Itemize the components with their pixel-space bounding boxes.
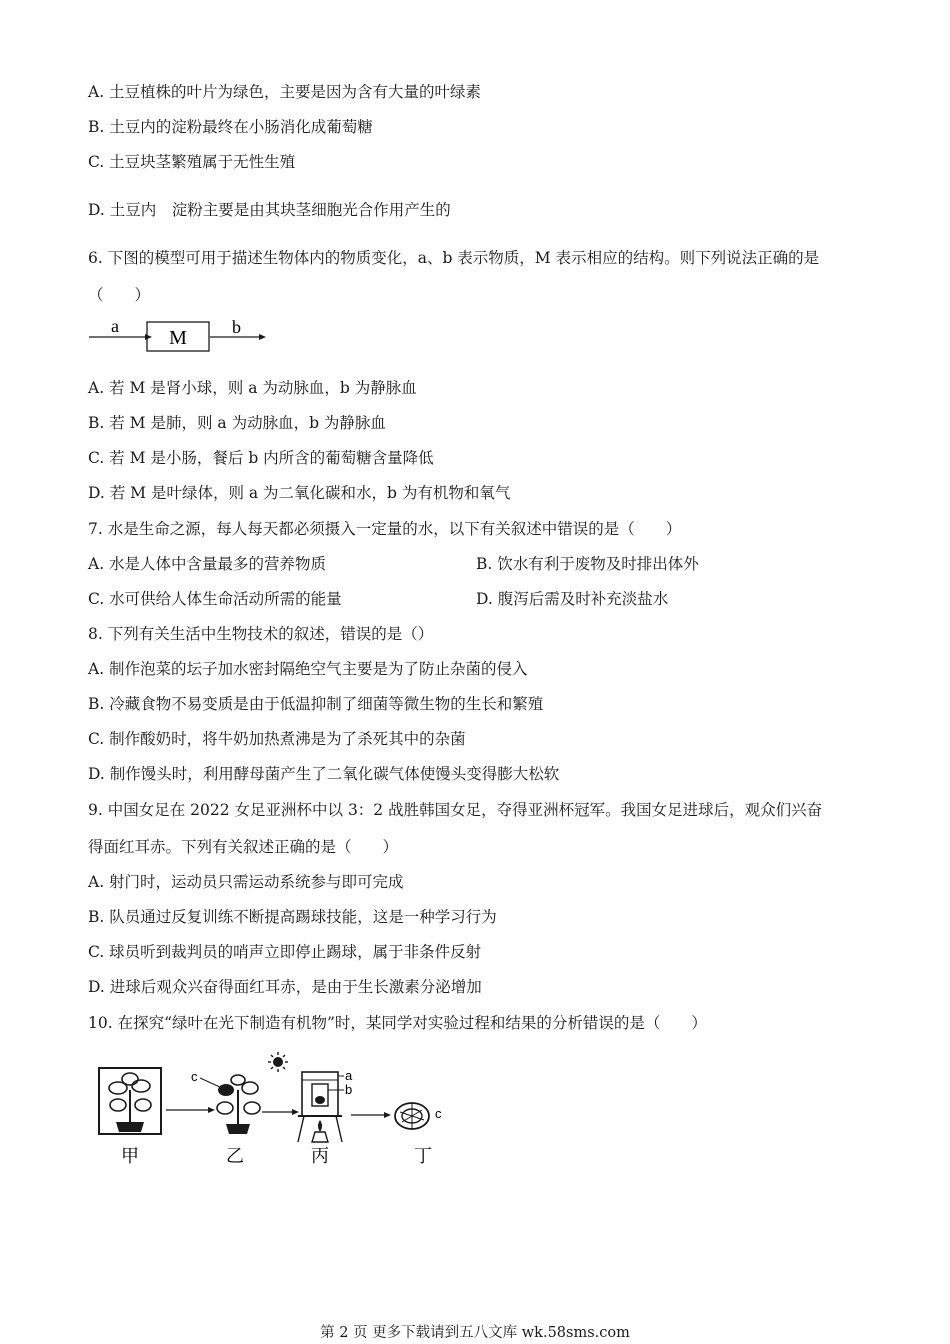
q9-option-b: B. 队员通过反复训练不断提高踢球技能，这是一种学习行为 bbox=[88, 908, 497, 926]
q6-label-m: M bbox=[169, 327, 187, 349]
q8-stem: 8. 下列有关生活中生物技术的叙述，错误的是（） bbox=[88, 625, 434, 643]
q9-stem: 9. 中国女足在 2022 女足亚洲杯中以 3：2 战胜韩国女足，夺得亚洲杯冠军。我国女足进球后，观众们兴奋 bbox=[88, 801, 823, 819]
q10-experiment-diagram bbox=[94, 1050, 464, 1170]
arrowhead-bing-ding bbox=[384, 1112, 391, 1118]
q8-option-c: C. 制作酸奶时，将牛奶加热煮沸是为了杀死其中的杂菌 bbox=[88, 730, 466, 748]
q5-option-c: C. 土豆块茎繁殖属于无性生殖 bbox=[88, 153, 296, 171]
q6-option-a: A. 若 M 是肾小球，则 a 为动脉血，b 为静脉血 bbox=[88, 379, 417, 397]
step-label-jia: 甲 bbox=[121, 1146, 139, 1167]
q6-option-b: B. 若 M 是肺，则 a 为动脉血，b 为静脉血 bbox=[88, 414, 386, 432]
step-label-bing: 丙 bbox=[311, 1146, 329, 1167]
q10-label-c1: c bbox=[191, 1069, 198, 1084]
q7-option-a: A. 水是人体中含量最多的营养物质 bbox=[88, 555, 327, 573]
q10-stem: 10. 在探究“绿叶在光下制造有机物”时，某同学对实验过程和结果的分析错误的是（ ） bbox=[88, 1014, 707, 1032]
q9-stem-cont: 得面红耳赤。下列有关叙述正确的是（ ） bbox=[88, 838, 399, 856]
q9-option-a: A. 射门时，运动员只需运动系统参与即可完成 bbox=[88, 873, 404, 891]
q10-label-a: a bbox=[345, 1068, 353, 1083]
q6-label-b: b bbox=[232, 317, 241, 337]
q5-option-d: D. 土豆内 淀粉主要是由其块茎细胞光合作用产生的 bbox=[88, 201, 451, 219]
sun-icon bbox=[268, 1052, 288, 1072]
q5-option-b: B. 土豆内的淀粉最终在小肠消化成葡萄糖 bbox=[88, 118, 373, 136]
q8-option-a: A. 制作泡菜的坛子加水密封隔绝空气主要是为了防止杂菌的侵入 bbox=[88, 660, 528, 678]
page-footer: 第 2 页 更多下载请到五八文库 wk.58sms.com bbox=[320, 1325, 630, 1341]
step-ding-leaf bbox=[395, 1103, 442, 1129]
q7-option-b: B. 饮水有利于废物及时排出体外 bbox=[476, 555, 699, 573]
step-jia-dark-box-plant bbox=[99, 1068, 161, 1134]
q6-stem-blank: （ ） bbox=[88, 286, 151, 304]
arrowhead-jia-yi bbox=[208, 1107, 215, 1113]
q8-option-d: D. 制作馒头时，利用酵母菌产生了二氧化碳气体使馒头变得膨大松软 bbox=[88, 765, 560, 783]
q9-option-c: C. 球员听到裁判员的哨声立即停止踢球，属于非条件反射 bbox=[88, 943, 482, 961]
q8-option-b: B. 冷藏食物不易变质是由于低温抑制了细菌等微生物的生长和繁殖 bbox=[88, 695, 544, 713]
q9-option-d: D. 进球后观众兴奋得面红耳赤，是由于生长激素分泌增加 bbox=[88, 978, 482, 996]
q7-option-d: D. 腹泻后需及时补充淡盐水 bbox=[476, 590, 669, 608]
q7-option-c: C. 水可供给人体生命活动所需的能量 bbox=[88, 590, 342, 608]
q10-label-b: b bbox=[345, 1082, 353, 1097]
q6-flow-diagram bbox=[86, 314, 276, 358]
q6-label-a: a bbox=[111, 316, 119, 336]
step-label-ding: 丁 bbox=[414, 1146, 432, 1167]
q6-option-c: C. 若 M 是小肠，餐后 b 内所含的葡萄糖含量降低 bbox=[88, 449, 434, 467]
q5-option-a: A. 土豆植株的叶片为绿色，主要是因为含有大量的叶绿素 bbox=[88, 83, 482, 101]
q7-stem: 7. 水是生命之源，每人每天都必须摄入一定量的水，以下有关叙述中错误的是（ ） bbox=[88, 520, 682, 538]
q10-label-c2: c bbox=[435, 1106, 442, 1121]
q6-option-d: D. 若 M 是叶绿体，则 a 为二氧化碳和水，b 为有机物和氧气 bbox=[88, 484, 511, 502]
q6-stem: 6. 下图的模型可用于描述生物体内的物质变化，a、b 表示物质，M 表示相应的结构。则下列说法正确的是 bbox=[88, 249, 820, 267]
q6-arrowhead-in bbox=[145, 334, 152, 340]
arrowhead-yi-bing bbox=[292, 1109, 299, 1115]
step-bing-water-bath bbox=[298, 1068, 353, 1142]
step-label-yi: 乙 bbox=[226, 1146, 244, 1167]
q6-arrowhead-out bbox=[259, 334, 266, 340]
step-yi-covered-leaf-plant bbox=[191, 1069, 260, 1134]
